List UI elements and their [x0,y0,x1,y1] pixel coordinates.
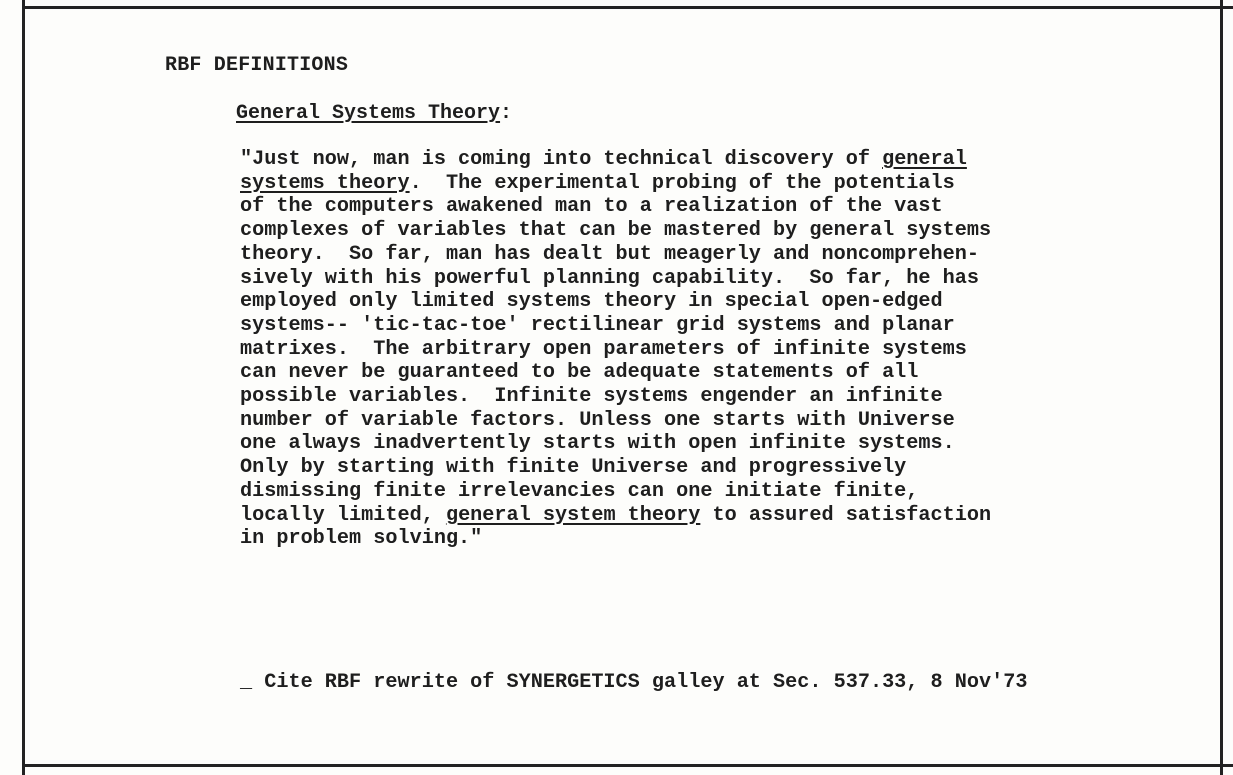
underlined-term: general [882,148,967,171]
quote-text: locally limited, [240,503,446,527]
quote-line [240,148,1170,172]
quote-text: Only by starting with finite Universe and progressively [240,456,907,480]
quote-text: theory. So far, man has dealt but meagerly and noncomprehen- [240,242,979,266]
quote-line [240,504,1170,528]
quote-text: of the computers awakened man to a realization of the vast [240,195,943,219]
quote-line [240,527,1170,551]
quote-text: . The experimental probing of the potentials [409,171,955,195]
term-label: General Systems Theory [236,102,501,125]
quote-text: sively with his powerful planning capability. So far, he has [240,266,979,290]
quote-line [240,290,1170,314]
quote-line [240,243,1170,267]
quote-line [240,172,1170,196]
quote-text: "Just now, man is coming into technical discovery of [240,148,883,171]
quote-line [240,385,1170,409]
citation: _ Cite RBF rewrite of SYNERGETICS galley at Sec. 537.33, 8 Nov'73 [240,671,1028,694]
definition-quote [240,148,1170,551]
quote-text: one always inadvertently starts with open infinite systems. [240,432,955,456]
quote-line [240,338,1170,362]
quote-text: employed only limited systems theory in special open-edged [240,290,943,314]
card-border-left [22,0,25,775]
quote-line [240,480,1170,504]
quote-line [240,409,1170,433]
underlined-term: systems theory [240,171,410,195]
quote-text: in problem solving." [240,527,483,551]
quote-text: can never be guaranteed to be adequate statements of all [240,361,919,385]
quote-text: number of variable factors. Unless one starts with Universe [240,408,955,432]
card-border-right [1220,0,1223,775]
term-colon: : [500,102,513,125]
quote-line [240,219,1170,243]
card-heading: RBF DEFINITIONS [165,54,349,77]
quote-text: matrixes. The arbitrary open parameters of infinite systems [240,337,967,361]
quote-text: complexes of variables that can be mastered by general systems [240,219,992,243]
quote-line [240,432,1170,456]
term-heading [236,102,512,125]
quote-text: systems-- 'tic-tac-toe' rectilinear grid systems and planar [240,313,955,337]
quote-text: possible variables. Infinite systems engender an infinite [240,385,943,409]
quote-line [240,456,1170,480]
underlined-term: general system theory [445,503,701,527]
quote-line [240,267,1170,291]
quote-text: dismissing finite irrelevancies can one initiate finite, [240,479,919,503]
quote-line [240,314,1170,338]
quote-line [240,361,1170,385]
quote-text: to assured satisfaction [700,503,992,527]
card-border-bottom [22,764,1233,767]
quote-line [240,195,1170,219]
card-border-top [22,6,1233,9]
